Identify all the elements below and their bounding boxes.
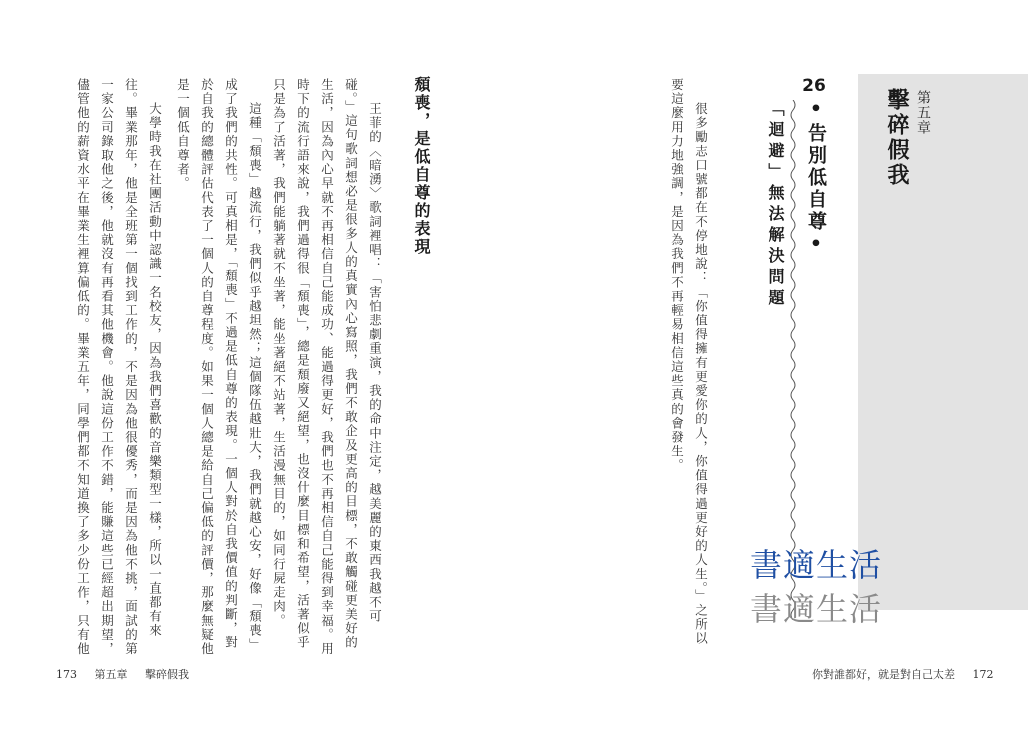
body-line: 往。畢業那年，他是全班第一個找到工作的，不是因為他很優秀，而是因為他不挑，面試的第 xyxy=(123,78,139,657)
intro-line: 很多勵志口號都在不停地說：「你值得擁有更愛你的人，你值得過更好的人生。」之所以 xyxy=(693,102,709,646)
chapter-label: 第五章 xyxy=(915,90,931,135)
watermark-primary xyxy=(750,540,882,586)
body-line: 是一個低自尊者。 xyxy=(175,78,191,191)
body-line: 王菲的〈暗湧〉歌詞裡唱：「害怕悲劇重演，我的命中注定，越美麗的東西我越不可 xyxy=(367,102,383,624)
watermark-secondary-text: 書適生活 xyxy=(750,590,883,628)
body-line: 生活，因為內心早就不再相信自己能成功、能過得更好，我們也不再相信自己能得到幸福。用 xyxy=(319,78,335,657)
chapter-title: 擊碎假我 xyxy=(884,88,910,188)
watermark-secondary xyxy=(750,584,882,630)
left-footer xyxy=(56,666,203,682)
section-title: •告別低自尊• xyxy=(805,98,827,258)
body-line: 成了我們的共性。可真相是，「頹喪」不過是低自尊的表現。一個人對於自我價值的判斷，對 xyxy=(223,78,239,650)
body-line: 一家公司錄取他之後，他就沒有再看其他機會。他說這份工作不錯，能賺這些已經超出期望， xyxy=(99,78,115,657)
body-line: 於自我的總體評估代表了一個人的自尊程度。如果一個人總是給自己偏低的評價，那麼無疑他 xyxy=(199,78,215,657)
section-subtitle: 「迴避」無法解決問題 xyxy=(766,100,785,310)
body-line: 儘管他的薪資水平在畢業生裡算偏低的。畢業五年，同學們都不知道換了多少份工作，只有他 xyxy=(75,78,91,657)
body-line: 只是為了活著，我們能躺著就不坐著，能坐著絕不站著，生活漫無目的，如同行屍走肉。 xyxy=(271,78,287,628)
page-number: 172 xyxy=(972,668,994,681)
running-chapter: 第五章 xyxy=(94,668,128,681)
watermark-primary-text: 書適生活 xyxy=(750,546,883,584)
body-line: 大學時我在社團活動中認識一名校友，因為我們喜歡的音樂類型一樣，所以一直都有來 xyxy=(147,102,163,638)
running-title: 你對誰都好，就是對自己太差 xyxy=(812,668,955,681)
body-line: 時下的流行語來說，我們過得很「頹喪」，總是頹廢又絕望，也沒什麼目標和希望，活著似乎 xyxy=(295,78,311,650)
intro-line: 要這麼用力地強調，是因為我們不再輕易相信這些真的會發生。 xyxy=(669,78,685,473)
section-number: 26 xyxy=(802,76,826,96)
page-number: 173 xyxy=(56,668,77,681)
body-line: 碰。」這句歌詞想必是很多人的真實內心寫照，我們不敢企及更高的目標，不敢觸碰更美好的 xyxy=(343,78,359,650)
section-heading: 頹喪，是低自尊的表現 xyxy=(412,76,431,256)
body-line: 這種「頹喪」越流行，我們似乎越坦然；這個隊伍越壯大，我們就越心安，好像「頹喪」 xyxy=(247,102,263,652)
running-title: 擊碎假我 xyxy=(145,668,189,681)
right-footer xyxy=(812,666,1008,682)
